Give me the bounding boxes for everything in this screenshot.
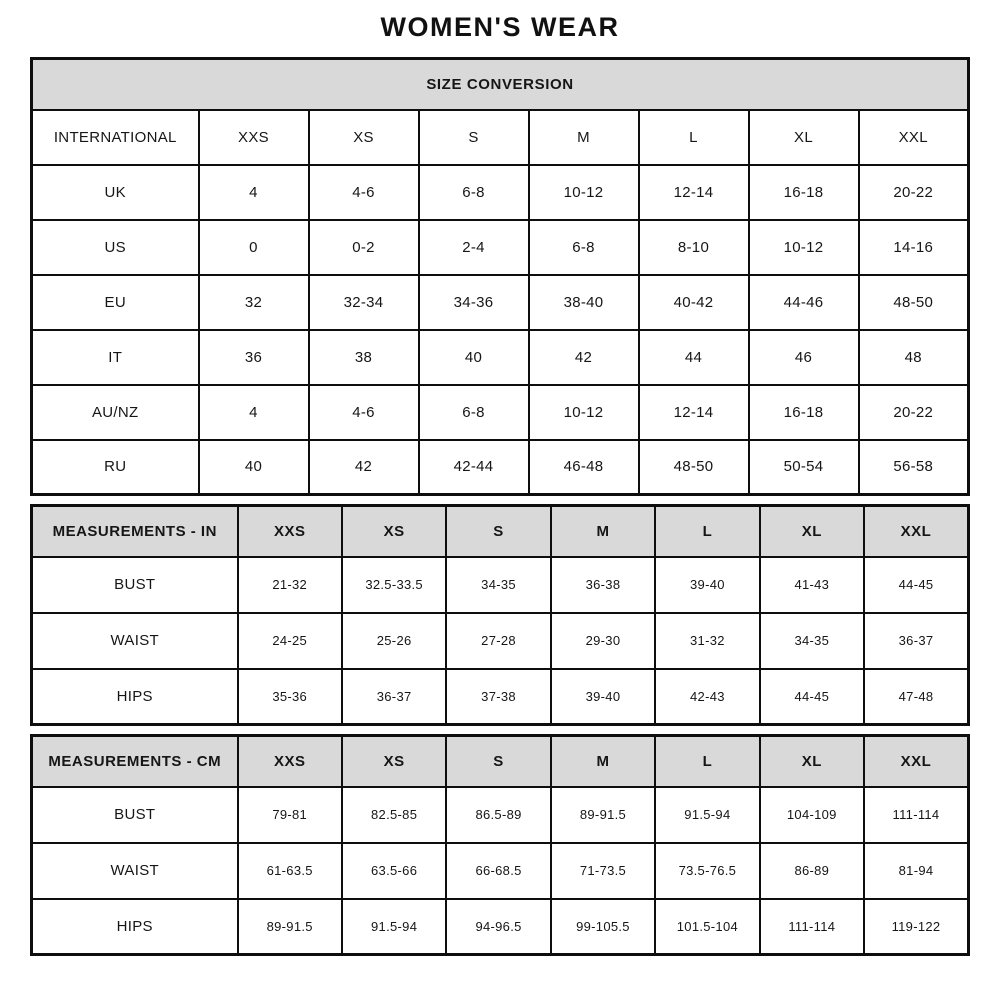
header-label: MEASUREMENTS - CM [32,736,238,787]
page-title: WOMEN'S WEAR [380,12,620,42]
value-cell: 4-6 [309,165,419,220]
value-cell: 89-91.5 [551,787,655,843]
size-column-header: L [639,110,749,165]
size-column-header: S [419,110,529,165]
table-row [32,787,969,843]
value-cell: 39-40 [655,557,759,613]
value-cell: 40 [419,330,529,385]
value-cell: 20-22 [859,385,969,440]
row-label: US [32,220,199,275]
table-row [32,899,969,955]
size-column-header: XS [342,736,446,787]
value-cell: 50-54 [749,440,859,495]
value-cell: 40-42 [639,275,749,330]
row-label: AU/NZ [32,385,199,440]
value-cell: 4 [199,385,309,440]
table-row [32,385,969,440]
value-cell: 39-40 [551,669,655,725]
table-row [32,613,969,669]
size-column-header: M [529,110,639,165]
value-cell: 14-16 [859,220,969,275]
value-cell: 86.5-89 [446,787,550,843]
row-label: WAIST [32,843,238,899]
value-cell: 37-38 [446,669,550,725]
size-column-header: M [551,506,655,557]
size-conversion-header [32,59,969,165]
value-cell: 44-46 [749,275,859,330]
value-cell: 35-36 [238,669,342,725]
size-column-header: XXS [199,110,309,165]
size-column-header: XS [309,110,419,165]
value-cell: 38-40 [529,275,639,330]
value-cell: 0-2 [309,220,419,275]
value-cell: 44-45 [760,669,864,725]
table-row [32,843,969,899]
value-cell: 32 [199,275,309,330]
size-column-header: XS [342,506,446,557]
value-cell: 36 [199,330,309,385]
value-cell: 104-109 [760,787,864,843]
row-label: HIPS [32,899,238,955]
value-cell: 79-81 [238,787,342,843]
size-conversion-table [30,57,970,496]
size-column-header: XXS [238,506,342,557]
value-cell: 4-6 [309,385,419,440]
value-cell: 91.5-94 [342,899,446,955]
measurements-cm-header [32,736,969,787]
size-column-header: S [446,736,550,787]
value-cell: 34-35 [446,557,550,613]
value-cell: 47-48 [864,669,968,725]
value-cell: 99-105.5 [551,899,655,955]
value-cell: 12-14 [639,385,749,440]
value-cell: 89-91.5 [238,899,342,955]
value-cell: 6-8 [419,165,529,220]
measurements-in-body [32,557,969,725]
row-label: EU [32,275,199,330]
value-cell: 61-63.5 [238,843,342,899]
row-label: BUST [32,557,238,613]
value-cell: 27-28 [446,613,550,669]
value-cell: 38 [309,330,419,385]
value-cell: 36-37 [864,613,968,669]
value-cell: 91.5-94 [655,787,759,843]
table-row [32,220,969,275]
header-row [32,736,969,787]
value-cell: 42 [309,440,419,495]
value-cell: 42 [529,330,639,385]
table-band-row [32,59,969,110]
value-cell: 36-37 [342,669,446,725]
value-cell: 29-30 [551,613,655,669]
size-column-header: XXL [864,506,968,557]
value-cell: 46-48 [529,440,639,495]
value-cell: 86-89 [760,843,864,899]
value-cell: 34-35 [760,613,864,669]
value-cell: 34-36 [419,275,529,330]
header-label: MEASUREMENTS - IN [32,506,238,557]
table-row [32,557,969,613]
table-row [32,165,969,220]
measurements-in-header [32,506,969,557]
table-row [32,275,969,330]
value-cell: 94-96.5 [446,899,550,955]
value-cell: 71-73.5 [551,843,655,899]
header-row [32,506,969,557]
size-column-header: XL [760,736,864,787]
value-cell: 21-32 [238,557,342,613]
value-cell: 41-43 [760,557,864,613]
value-cell: 111-114 [864,787,968,843]
value-cell: 25-26 [342,613,446,669]
value-cell: 32.5-33.5 [342,557,446,613]
row-label: BUST [32,787,238,843]
value-cell: 44-45 [864,557,968,613]
size-column-header: XXL [859,110,969,165]
size-column-header: XXL [864,736,968,787]
row-label: RU [32,440,199,495]
value-cell: 6-8 [529,220,639,275]
size-column-header: XXS [238,736,342,787]
table-row [32,440,969,495]
value-cell: 40 [199,440,309,495]
value-cell: 10-12 [749,220,859,275]
value-cell: 4 [199,165,309,220]
value-cell: 20-22 [859,165,969,220]
value-cell: 48-50 [859,275,969,330]
value-cell: 48-50 [639,440,749,495]
value-cell: 73.5-76.5 [655,843,759,899]
size-column-header: L [655,736,759,787]
header-row [32,110,969,165]
value-cell: 101.5-104 [655,899,759,955]
value-cell: 66-68.5 [446,843,550,899]
row-label: WAIST [32,613,238,669]
value-cell: 2-4 [419,220,529,275]
table-band-title: SIZE CONVERSION [32,59,969,110]
value-cell: 81-94 [864,843,968,899]
value-cell: 31-32 [655,613,759,669]
value-cell: 42-44 [419,440,529,495]
measurements-cm-table [30,734,970,956]
value-cell: 63.5-66 [342,843,446,899]
value-cell: 16-18 [749,385,859,440]
value-cell: 0 [199,220,309,275]
row-label: UK [32,165,199,220]
measurements-in-table [30,504,970,726]
value-cell: 111-114 [760,899,864,955]
size-column-header: XL [760,506,864,557]
size-column-header: XL [749,110,859,165]
row-label: IT [32,330,199,385]
size-column-header: L [655,506,759,557]
value-cell: 32-34 [309,275,419,330]
value-cell: 46 [749,330,859,385]
value-cell: 56-58 [859,440,969,495]
measurements-cm-body [32,787,969,955]
size-column-header: S [446,506,550,557]
value-cell: 119-122 [864,899,968,955]
table-row [32,669,969,725]
value-cell: 8-10 [639,220,749,275]
value-cell: 10-12 [529,165,639,220]
table-row [32,330,969,385]
value-cell: 24-25 [238,613,342,669]
value-cell: 44 [639,330,749,385]
row-label: HIPS [32,669,238,725]
value-cell: 36-38 [551,557,655,613]
header-label: INTERNATIONAL [32,110,199,165]
value-cell: 42-43 [655,669,759,725]
value-cell: 10-12 [529,385,639,440]
size-column-header: M [551,736,655,787]
value-cell: 16-18 [749,165,859,220]
value-cell: 6-8 [419,385,529,440]
value-cell: 82.5-85 [342,787,446,843]
value-cell: 12-14 [639,165,749,220]
size-conversion-body [32,165,969,495]
value-cell: 48 [859,330,969,385]
